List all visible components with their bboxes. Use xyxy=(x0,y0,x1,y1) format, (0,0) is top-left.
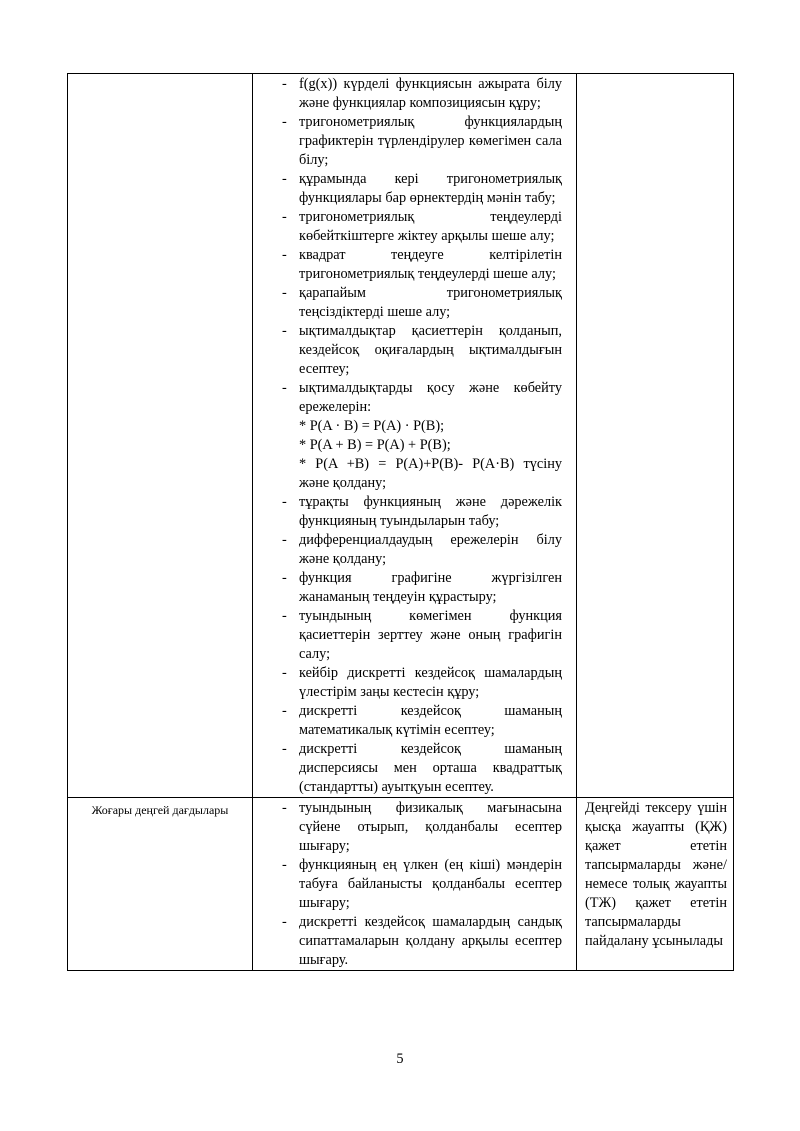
bullet-dash: - xyxy=(282,76,287,92)
list-item-text: туындының физикалық мағынасына сүйене отырып, қолданбалы есептер шығару; xyxy=(299,800,562,854)
bullet-dash: - xyxy=(282,800,287,816)
list-item-text: құрамында кері тригонометриялық функциялары бар өрнектердің мәнін табу; xyxy=(299,171,562,206)
list-item-text: квадрат теңдеуге келтірілетін тригонометриялық теңдеулерді шеше алу; xyxy=(299,247,562,282)
bullet-dash: - xyxy=(282,380,287,396)
bullet-dash: - xyxy=(282,532,287,548)
list-item xyxy=(253,493,576,531)
bullet-dash: - xyxy=(282,857,287,873)
skills-list xyxy=(253,74,576,797)
level-label xyxy=(68,74,252,78)
level-cell xyxy=(68,798,253,971)
list-item-text: дискретті кездейсоқ шаманың математикалық күтімін есептеу; xyxy=(299,703,562,738)
bullet-dash: - xyxy=(282,741,287,757)
level-cell xyxy=(68,74,253,798)
list-item xyxy=(253,702,576,740)
list-item xyxy=(253,913,576,970)
list-item xyxy=(253,531,576,569)
note-text xyxy=(577,74,733,75)
list-item xyxy=(253,208,576,246)
list-item-text: тригонометриялық функциялардың графиктерін түрлендірулер көмегімен сала білу; xyxy=(299,114,562,168)
bullet-dash: - xyxy=(282,171,287,187)
list-item-text: тригонометриялық теңдеулерді көбейткіштерге жіктеу арқылы шеше алу; xyxy=(299,209,562,244)
bullet-dash: - xyxy=(282,285,287,301)
list-item xyxy=(253,246,576,284)
bullet-dash: - xyxy=(282,323,287,339)
formula-line: * P(A · B) = P(A) · P(B); xyxy=(299,418,445,434)
level-label: Жоғары деңгей дағдылары xyxy=(91,803,229,817)
list-item-text: ықтималдықтар қасиеттерін қолданып, кездейсоқ оқиғалардың ықтималдығын есептеу; xyxy=(299,323,562,377)
list-item-text: туындының көмегімен функция қасиеттерін зерттеу және оның графигін салу; xyxy=(299,608,562,662)
page-number: 5 xyxy=(396,1051,404,1067)
list-item-text: дифференциалдаудың ережелерін білу және қолдану; xyxy=(299,532,562,567)
formula-line: * P(A + B) = P(A) + P(B); xyxy=(299,437,451,453)
list-item-text: тұрақты функцияның және дәрежелік функцияның туындыларын табу; xyxy=(299,494,562,529)
list-item-text: ықтималдықтарды қосу және көбейту ережелерін: xyxy=(299,380,562,415)
list-item-text: дискретті кездейсоқ шамалардың сандық сипаттамаларын қолдану арқылы есептер шығару. xyxy=(299,914,562,968)
bullet-dash: - xyxy=(282,570,287,586)
bullet-dash: - xyxy=(282,114,287,130)
note-cell xyxy=(577,798,734,971)
list-item xyxy=(253,170,576,208)
list-item-text: f(g(x)) күрделі функциясын ажырата білу және функциялар композициясын құру; xyxy=(299,76,562,111)
list-item xyxy=(253,740,576,797)
list-item-text: кейбір дискретті кездейсоқ шамалардың үлестірім заңы кестесін құру; xyxy=(299,665,562,700)
bullet-dash: - xyxy=(282,608,287,624)
bullet-dash: - xyxy=(282,703,287,719)
skills-cell xyxy=(253,74,577,798)
content-table xyxy=(67,73,734,971)
skills-list xyxy=(253,798,576,970)
note-text: Деңгейді тексеру үшін қысқа жауапты (ҚЖ) қажет ететін тапсырмаларды және/немесе толық жауапты (ТЖ) қажет ететін тапсырмаларды пайдалану ұсынылады xyxy=(585,800,727,949)
list-item xyxy=(253,379,576,493)
table-row xyxy=(68,798,734,971)
list-item xyxy=(253,569,576,607)
list-item xyxy=(253,856,576,913)
skills-cell xyxy=(253,798,577,971)
list-item xyxy=(253,607,576,664)
list-item xyxy=(253,113,576,170)
list-item-text: функцияның ең үлкен (ең кіші) мәндерін табуға байланысты қолданбалы есептер шығару; xyxy=(299,857,562,911)
list-item xyxy=(253,322,576,379)
list-item-text: қарапайым тригонометриялық теңсіздіктерді шеше алу; xyxy=(299,285,562,320)
bullet-dash: - xyxy=(282,494,287,510)
list-item-text: функция графигіне жүргізілген жанаманың теңдеуін құрастыру; xyxy=(299,570,562,605)
bullet-dash: - xyxy=(282,247,287,263)
list-item xyxy=(253,75,576,113)
list-item xyxy=(253,799,576,856)
formula-line: * P(A +B) = P(A)+P(B)- P(A·B) түсіну және қолдану; xyxy=(299,456,562,491)
bullet-dash: - xyxy=(282,209,287,225)
list-item-text: дискретті кездейсоқ шаманың дисперсиясы мен орташа квадраттық (стандартты) ауытқуын есептеу. xyxy=(299,741,562,795)
note-cell xyxy=(577,74,734,798)
bullet-dash: - xyxy=(282,665,287,681)
bullet-dash: - xyxy=(282,914,287,930)
table-row xyxy=(68,74,734,798)
list-item xyxy=(253,284,576,322)
list-item xyxy=(253,664,576,702)
